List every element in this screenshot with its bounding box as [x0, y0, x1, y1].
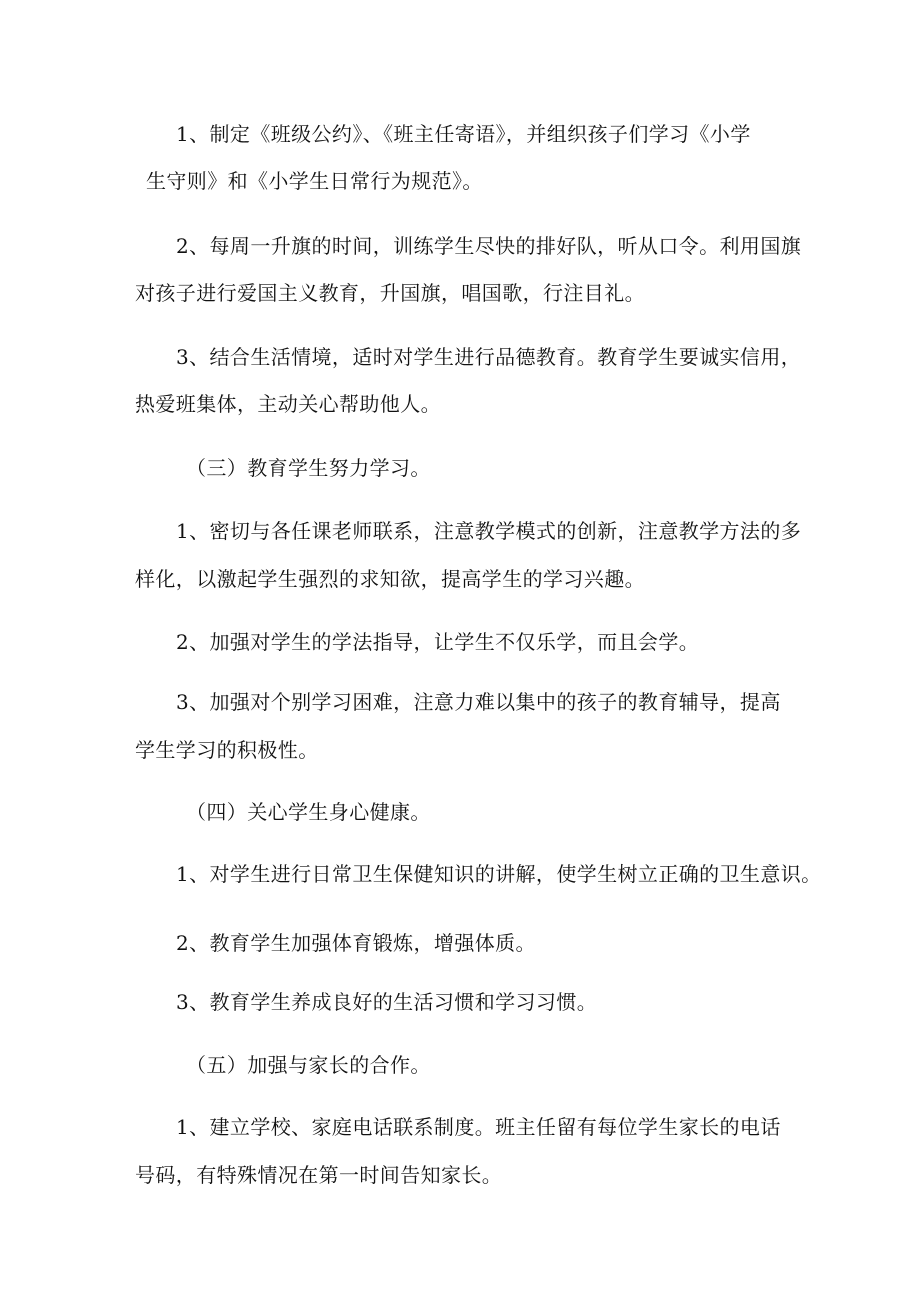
paragraph-5-line-1: 1、密切与各任课老师联系，注意教学模式的创新，注意教学方法的多 [176, 519, 802, 543]
paragraph-6-line-1: 2、加强对学生的学法指导，让学生不仅乐学，而且会学。 [176, 630, 700, 654]
paragraph-13-line-1: 1、建立学校、家庭电话联系制度。班主任留有每位学生家长的电话 [176, 1115, 781, 1139]
paragraph-1-line-1: 1、制定《班级公约》、《班主任寄语》，并组织孩子们学习《小学 [176, 122, 751, 146]
paragraph-3-line-1: 3、结合生活情境，适时对学生进行品德教育。教育学生要诚实信用， [176, 345, 802, 369]
paragraph-2-line-1: 2、每周一升旗的时间，训练学生尽快的排好队，听从口令。利用国旗 [176, 234, 802, 258]
paragraph-11-line-1: 3、教育学生养成良好的生活习惯和学习习惯。 [176, 990, 598, 1014]
section-heading-5: （五）加强与家长的合作。 [186, 1053, 431, 1077]
paragraph-2-line-2: 对孩子进行爱国主义教育，升国旗，唱国歌，行注目礼。 [135, 281, 645, 305]
paragraph-9-line-1: 1、对学生进行日常卫生保健知识的讲解，使学生树立正确的卫生意识。 [176, 862, 822, 886]
paragraph-7-line-1: 3、加强对个别学习困难，注意力难以集中的孩子的教育辅导，提高 [176, 690, 781, 714]
paragraph-5-line-2: 样化，以激起学生强烈的求知欲，提高学生的学习兴趣。 [135, 567, 645, 591]
paragraph-7-line-2: 学生学习的积极性。 [135, 738, 319, 762]
paragraph-1-line-2: 生守则》和《小学生日常行为规范》。 [146, 169, 483, 193]
paragraph-3-line-2: 热爱班集体，主动关心帮助他人。 [135, 392, 441, 416]
paragraph-10-line-1: 2、教育学生加强体育锻炼，增强体质。 [176, 931, 536, 955]
paragraph-13-line-2: 号码，有特殊情况在第一时间告知家长。 [135, 1163, 503, 1187]
section-heading-4: （四）关心学生身心健康。 [186, 800, 431, 824]
section-heading-3: （三）教育学生努力学习。 [186, 456, 431, 480]
